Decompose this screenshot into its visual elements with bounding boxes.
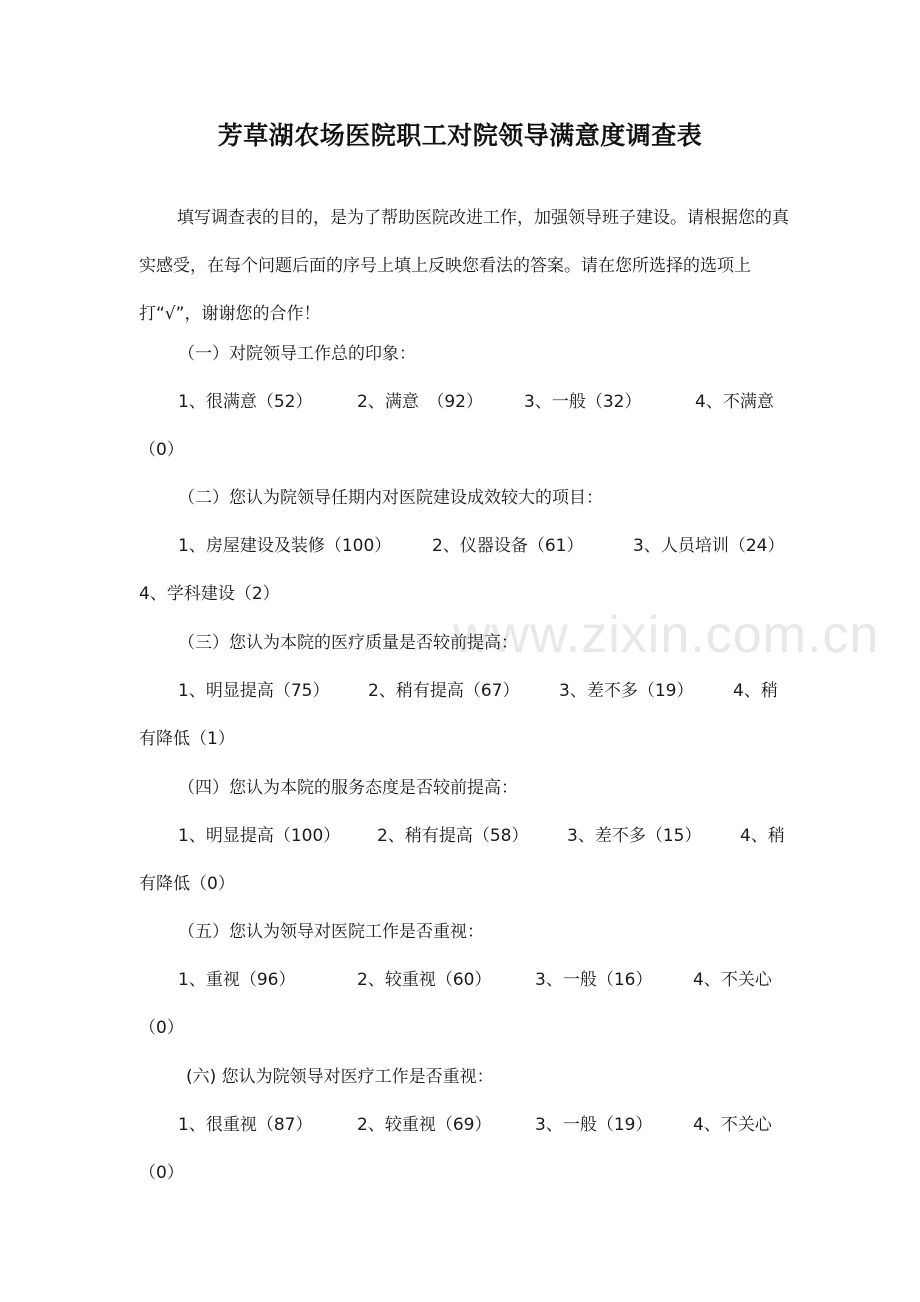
option-4: 4、稍 xyxy=(733,681,778,701)
option-3: 3、差不多（19） xyxy=(559,681,694,701)
option-4: 4、稍 xyxy=(740,826,785,846)
question-heading: (六) 您认为院领导对医疗工作是否重视： xyxy=(186,1067,494,1087)
option-1: 1、很重视（87） xyxy=(178,1115,313,1135)
option-4: 4、学科建设（2） xyxy=(139,584,280,604)
option-4-continued: （0） xyxy=(139,1163,184,1183)
option-2: 2、较重视（69） xyxy=(357,1115,492,1135)
question-heading: （二）您认为院领导任期内对医院建设成效较大的项目： xyxy=(178,488,603,508)
option-3: 3、一般（16） xyxy=(535,970,653,990)
option-1: 1、重视（96） xyxy=(178,970,296,990)
option-3: 3、人员培训（24） xyxy=(633,536,785,556)
question-heading: （三）您认为本院的医疗质量是否较前提高： xyxy=(178,633,518,653)
option-2: 2、满意 （92） xyxy=(357,392,483,412)
option-4-continued: 有降低（1） xyxy=(139,729,235,749)
intro-paragraph xyxy=(139,194,799,338)
page-title: 芳草湖农场医院职工对院领导满意度调查表 xyxy=(217,121,703,150)
option-4-continued: 有降低（0） xyxy=(139,874,235,894)
option-3: 3、一般（19） xyxy=(535,1115,653,1135)
intro-text: 填写调查表的目的，是为了帮助医院改进工作，加强领导班子建设。请根据您的真实感受，在每个问题后面的序号上填上反映您看法的答案。请在您所选择的选项上打“√”，谢谢您的合作！ xyxy=(139,208,789,324)
option-4: 4、不关心 xyxy=(693,1115,772,1135)
option-2: 2、仪器设备（61） xyxy=(432,536,584,556)
option-1: 1、明显提高（75） xyxy=(178,681,330,701)
option-4: 4、不关心 xyxy=(693,970,772,990)
option-1: 1、明显提高（100） xyxy=(178,826,341,846)
option-2: 2、稍有提高（67） xyxy=(368,681,520,701)
option-1: 1、很满意（52） xyxy=(178,392,313,412)
option-1: 1、房屋建设及装修（100） xyxy=(178,536,392,556)
option-2: 2、较重视（60） xyxy=(357,970,492,990)
question-heading: （五）您认为领导对医院工作是否重视： xyxy=(178,922,484,942)
option-2: 2、稍有提高（58） xyxy=(377,826,529,846)
question-heading: （一）对院领导工作总的印象： xyxy=(178,344,416,364)
option-4: 4、不满意 xyxy=(695,392,774,412)
option-3: 3、差不多（15） xyxy=(567,826,702,846)
question-heading: （四）您认为本院的服务态度是否较前提高： xyxy=(178,778,518,798)
watermark: www.zixin.com.cn xyxy=(453,606,880,664)
option-4-continued: （0） xyxy=(139,1018,184,1038)
option-4-continued: （0） xyxy=(139,440,184,460)
option-3: 3、一般（32） xyxy=(524,392,642,412)
